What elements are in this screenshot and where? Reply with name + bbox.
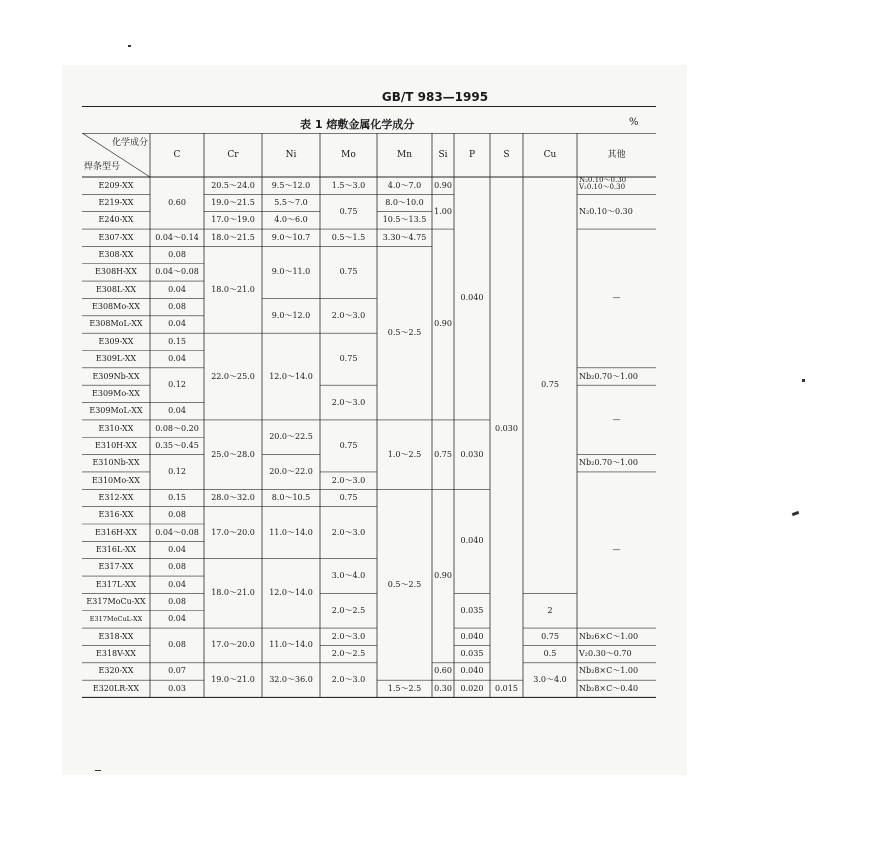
row-label: E317MoCu-XX [86, 597, 146, 607]
data-cell: 2.0～2.5 [331, 649, 366, 659]
data-cell: 17.0～20.0 [211, 640, 255, 650]
data-cell: 2.0～2.5 [331, 605, 366, 615]
row-label: E317MoCuL-XX [89, 615, 143, 624]
data-cell: 19.0～21.5 [211, 198, 255, 208]
data-cell: 5.5～7.0 [274, 198, 308, 208]
data-cell: 0.75 [339, 267, 358, 277]
column-header: Mn [396, 149, 412, 160]
scan-speck [95, 770, 101, 771]
data-cell: 11.0～14.0 [269, 527, 313, 537]
table-caption: 表 1 熔敷金属化学成分 [300, 118, 415, 131]
standard-header: GB/T 983—1995 [381, 90, 489, 104]
row-label: E309L-XX [95, 354, 137, 364]
data-cell: 0.04 [168, 284, 186, 294]
data-cell: 0.04 [168, 579, 186, 589]
data-cell: 0.35～0.45 [155, 440, 199, 450]
data-cell: 0.75 [339, 492, 358, 502]
row-label: E317-XX [98, 562, 134, 572]
data-cell: 0.15 [168, 492, 186, 502]
data-cell: 0.040 [460, 536, 484, 546]
data-cell: 17.0～19.0 [211, 215, 255, 225]
row-label: E320-XX [98, 666, 134, 676]
row-label: E318-XX [98, 631, 134, 641]
data-cell: 2.0～3.0 [331, 675, 366, 685]
data-cell: 18.0～21.5 [211, 232, 255, 242]
data-cell: 2 [547, 605, 553, 615]
data-cell: 2.0～3.0 [331, 475, 366, 485]
row-label: E308MoL-XX [89, 319, 143, 329]
data-cell: 0.07 [168, 666, 186, 676]
data-cell: 4.0～6.0 [274, 215, 308, 225]
other-line: N₂0.10～0.30 [579, 177, 627, 184]
scan-speck [792, 511, 800, 516]
column-header: Ni [285, 149, 297, 160]
row-label: E310-XX [98, 423, 134, 433]
row-label: E316L-XX [95, 545, 137, 555]
data-cell: 12.0～14.0 [269, 371, 313, 381]
data-cell: Nb₂8×C～0.40 [579, 683, 639, 693]
data-cell: 0.90 [434, 180, 452, 190]
data-cell: 0.08 [168, 250, 186, 260]
row-label: E310H-XX [95, 440, 137, 450]
data-cell: Nb₂0.70～1.00 [579, 371, 638, 381]
data-cell: 10.5～13.5 [382, 215, 427, 225]
data-cell: 3.0～4.0 [533, 675, 567, 685]
data-cell: 0.08 [168, 597, 186, 607]
data-cell: 0.040 [460, 631, 484, 641]
column-header: Si [438, 149, 448, 160]
data-cell: 0.030 [495, 423, 518, 433]
data-cell: 0.30 [434, 683, 452, 693]
data-cell: 9.0～10.7 [271, 232, 311, 242]
row-label: E309Nb-XX [92, 371, 140, 381]
data-cell: 0.04～0.08 [155, 267, 199, 277]
data-cell: 18.0～21.0 [211, 284, 255, 294]
data-cell: 0.08 [168, 302, 186, 312]
scan-speck [802, 379, 805, 382]
data-cell: 9.0～12.0 [271, 310, 311, 320]
data-cell: 20.5～24.0 [211, 180, 255, 190]
data-cell: 0.04 [168, 354, 186, 364]
data-cell: Nb₂6×C～1.00 [579, 631, 639, 641]
data-cell: 0.5～2.5 [387, 328, 422, 338]
data-cell [577, 177, 658, 194]
column-header: Cu [543, 149, 557, 160]
row-label: E316-XX [98, 510, 134, 520]
data-cell: 9.5～12.0 [271, 180, 311, 190]
data-cell: 0.035 [460, 605, 484, 615]
data-cell: 0.015 [495, 683, 518, 693]
data-cell: 3.30～4.75 [382, 232, 427, 242]
data-cell: — [612, 545, 621, 554]
data-cell: 0.020 [460, 683, 484, 693]
column-header: Cr [227, 149, 239, 160]
column-header: P [468, 149, 476, 160]
data-cell: 0.035 [460, 649, 484, 659]
row-label: E308L-XX [95, 284, 137, 294]
data-cell: 12.0～14.0 [269, 588, 313, 598]
corner-header-bottom: 焊条型号 [83, 161, 120, 172]
data-cell: 0.90 [434, 319, 452, 329]
data-cell: 0.08 [168, 640, 186, 650]
data-cell: 0.040 [460, 666, 484, 676]
data-cell: 20.0～22.5 [269, 432, 313, 442]
column-header: 其他 [607, 149, 626, 160]
data-cell: 0.040 [460, 293, 484, 303]
data-cell: 1.5～2.5 [387, 683, 422, 693]
data-cell: 0.030 [460, 449, 484, 459]
data-cell: 0.75 [339, 440, 358, 450]
unit-label: % [629, 117, 639, 128]
data-cell: 0.12 [168, 466, 186, 476]
data-cell: 0.08 [168, 510, 186, 520]
data-cell: 0.75 [339, 354, 358, 364]
row-label: E240-XX [98, 215, 134, 225]
data-cell: 0.75 [541, 380, 559, 390]
data-cell: 0.12 [168, 380, 186, 390]
data-cell: 0.5～1.5 [331, 232, 366, 242]
data-cell: 0.90 [434, 571, 452, 581]
data-cell: Nb₂8×C～1.00 [579, 666, 639, 676]
data-cell: 0.75 [434, 449, 452, 459]
data-cell: 8.0～10.5 [271, 492, 311, 502]
data-cell: 0.08～0.20 [155, 423, 199, 433]
data-cell: 28.0～32.0 [211, 492, 255, 502]
data-cell: 0.04 [168, 406, 186, 416]
other-line: V₂0.10～0.30 [579, 183, 626, 191]
data-cell: 0.75 [339, 206, 358, 216]
row-label: E309Mo-XX [92, 388, 140, 398]
row-label: E317L-XX [95, 579, 137, 589]
column-header: Mo [341, 149, 356, 160]
row-label: E310Mo-XX [92, 475, 140, 485]
data-cell: 0.60 [434, 666, 452, 676]
data-cell: 2.0～3.0 [331, 310, 366, 320]
data-cell: 2.0～3.0 [331, 527, 366, 537]
data-cell: 0.15 [168, 336, 186, 346]
data-cell: 0.03 [168, 683, 186, 693]
data-cell: 0.04～0.14 [155, 232, 199, 242]
row-label: E308Mo-XX [92, 302, 140, 312]
composition-table [82, 133, 656, 698]
data-cell: 0.5 [543, 649, 557, 659]
data-cell: 20.0～22.0 [269, 466, 313, 476]
data-cell: N₂0.10～0.30 [579, 206, 633, 216]
row-label: E209-XX [98, 180, 134, 190]
data-cell: 1.0～2.5 [387, 449, 422, 459]
data-cell: 1.5～3.0 [331, 180, 366, 190]
data-cell: — [612, 414, 621, 424]
data-cell: — [612, 293, 621, 303]
data-cell: 2.0～3.0 [331, 397, 366, 407]
data-cell: 17.0～20.0 [211, 527, 255, 537]
data-cell: 19.0～21.0 [211, 675, 255, 685]
row-label: E318V-XX [96, 649, 136, 659]
data-cell: 3.0～4.0 [331, 571, 366, 581]
row-label: E316H-XX [95, 527, 137, 537]
header-rule [82, 106, 656, 107]
data-cell: 0.5～2.5 [387, 579, 422, 589]
row-label: E307-XX [98, 232, 134, 242]
row-label: E310Nb-XX [92, 458, 140, 468]
data-cell: 1.00 [434, 206, 452, 216]
row-label: E309-XX [98, 336, 134, 346]
data-cell: 8.0～10.0 [385, 198, 424, 208]
data-cell: 11.0～14.0 [269, 640, 313, 650]
scan-speck [128, 45, 131, 47]
data-cell: 32.0～36.0 [269, 675, 313, 685]
data-cell: V₂0.30～0.70 [579, 649, 632, 659]
data-cell: 0.04～0.08 [155, 527, 199, 537]
row-label: E309MoL-XX [89, 406, 143, 416]
data-cell: 0.04 [168, 614, 186, 624]
row-label: E320LR-XX [92, 683, 140, 693]
row-label: E219-XX [98, 198, 134, 208]
data-cell: 2.0～3.0 [331, 631, 366, 641]
data-cell: 18.0～21.0 [211, 588, 255, 598]
data-cell: 0.08 [168, 562, 186, 572]
row-label: E308H-XX [95, 267, 137, 277]
data-cell: 25.0～28.0 [211, 449, 255, 459]
data-cell: 9.0～11.0 [271, 267, 311, 277]
data-cell: 0.75 [541, 631, 559, 641]
data-cell: 4.0～7.0 [387, 180, 422, 190]
corner-header-top: 化学成分 [111, 137, 148, 148]
column-header: C [173, 149, 181, 160]
data-cell: Nb₂0.70～1.00 [579, 458, 638, 468]
data-cell: 0.60 [168, 198, 186, 208]
row-label: E312-XX [98, 492, 134, 502]
data-cell: 22.0～25.0 [211, 371, 255, 381]
column-header: S [503, 149, 510, 160]
data-cell: 0.04 [168, 545, 186, 555]
row-label: E308-XX [98, 250, 134, 260]
data-cell: 0.04 [168, 319, 186, 329]
